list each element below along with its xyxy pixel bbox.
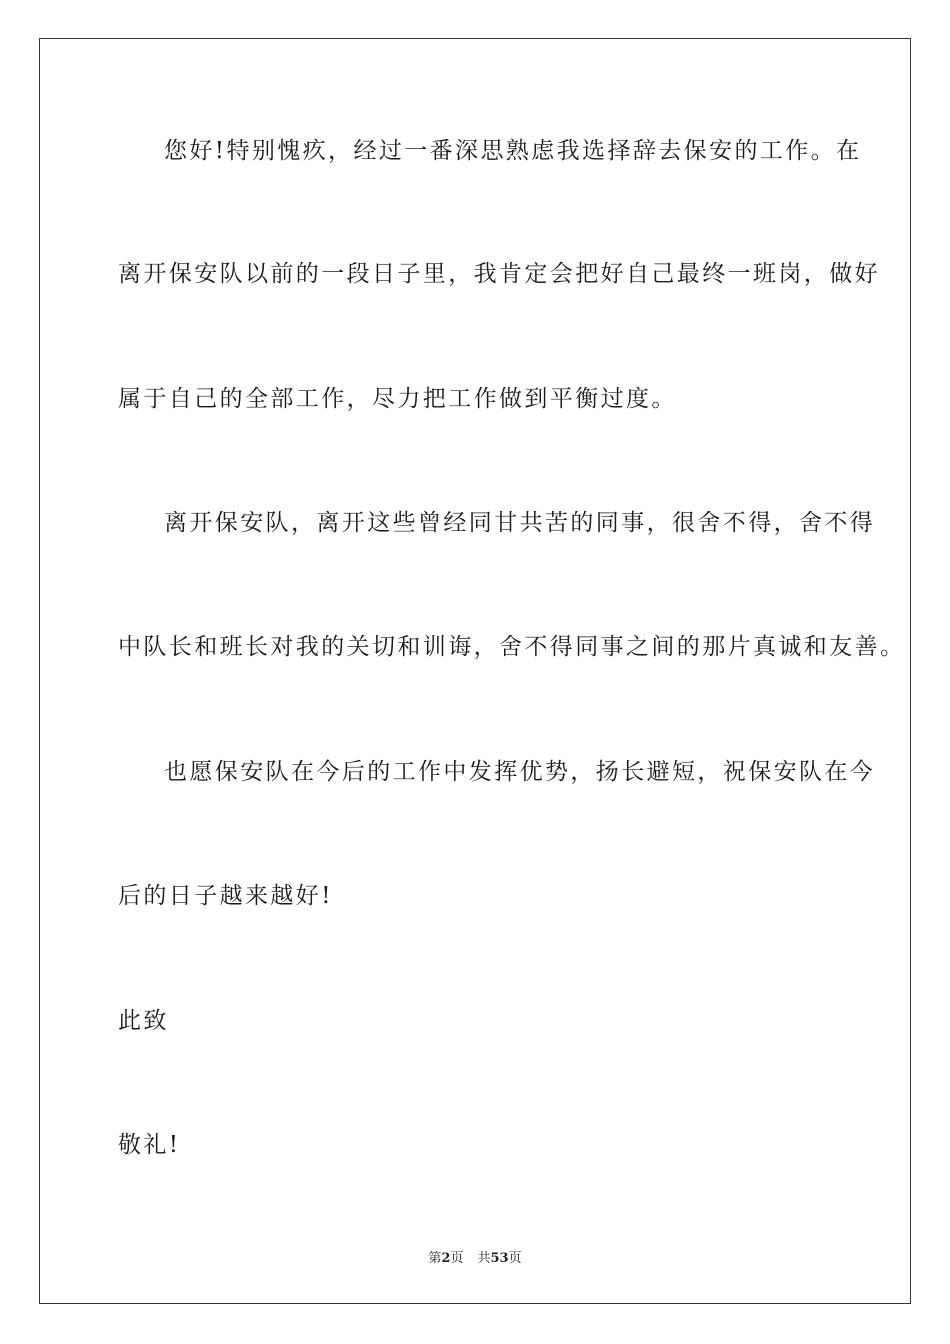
page-footer: [0, 1247, 950, 1266]
page-prefix: 第: [428, 1251, 442, 1266]
total-prefix: 共: [477, 1251, 491, 1266]
body-line-4: 离开保安队，离开这些曾经同甘共苦的同事，很舍不得，舍不得: [164, 510, 876, 536]
page-number: 2: [441, 1251, 451, 1266]
closing-salutation: 此致: [118, 1008, 169, 1034]
closing-regards: 敬礼!: [118, 1132, 181, 1158]
body-line-3: 属于自己的全部工作，尽力把工作做到平衡过度。: [118, 386, 677, 412]
body-line-7: 后的日子越来越好!: [118, 883, 333, 909]
body-line-1: 您好!特别愧疚，经过一番深思熟虑我选择辞去保安的工作。在: [164, 138, 862, 164]
page-suffix: 页: [450, 1251, 464, 1266]
body-line-6: 也愿保安队在今后的工作中发挥优势，扬长避短，祝保安队在今: [164, 759, 876, 785]
body-line-2: 离开保安队以前的一段日子里，我肯定会把好自己最终一班岗，做好: [118, 261, 880, 287]
page-frame: [39, 38, 911, 1304]
total-pages: 53: [490, 1251, 509, 1266]
body-line-5: 中队长和班长对我的关切和训诲，舍不得同事之间的那片真诚和友善。: [118, 634, 906, 660]
total-suffix: 页: [508, 1251, 522, 1266]
